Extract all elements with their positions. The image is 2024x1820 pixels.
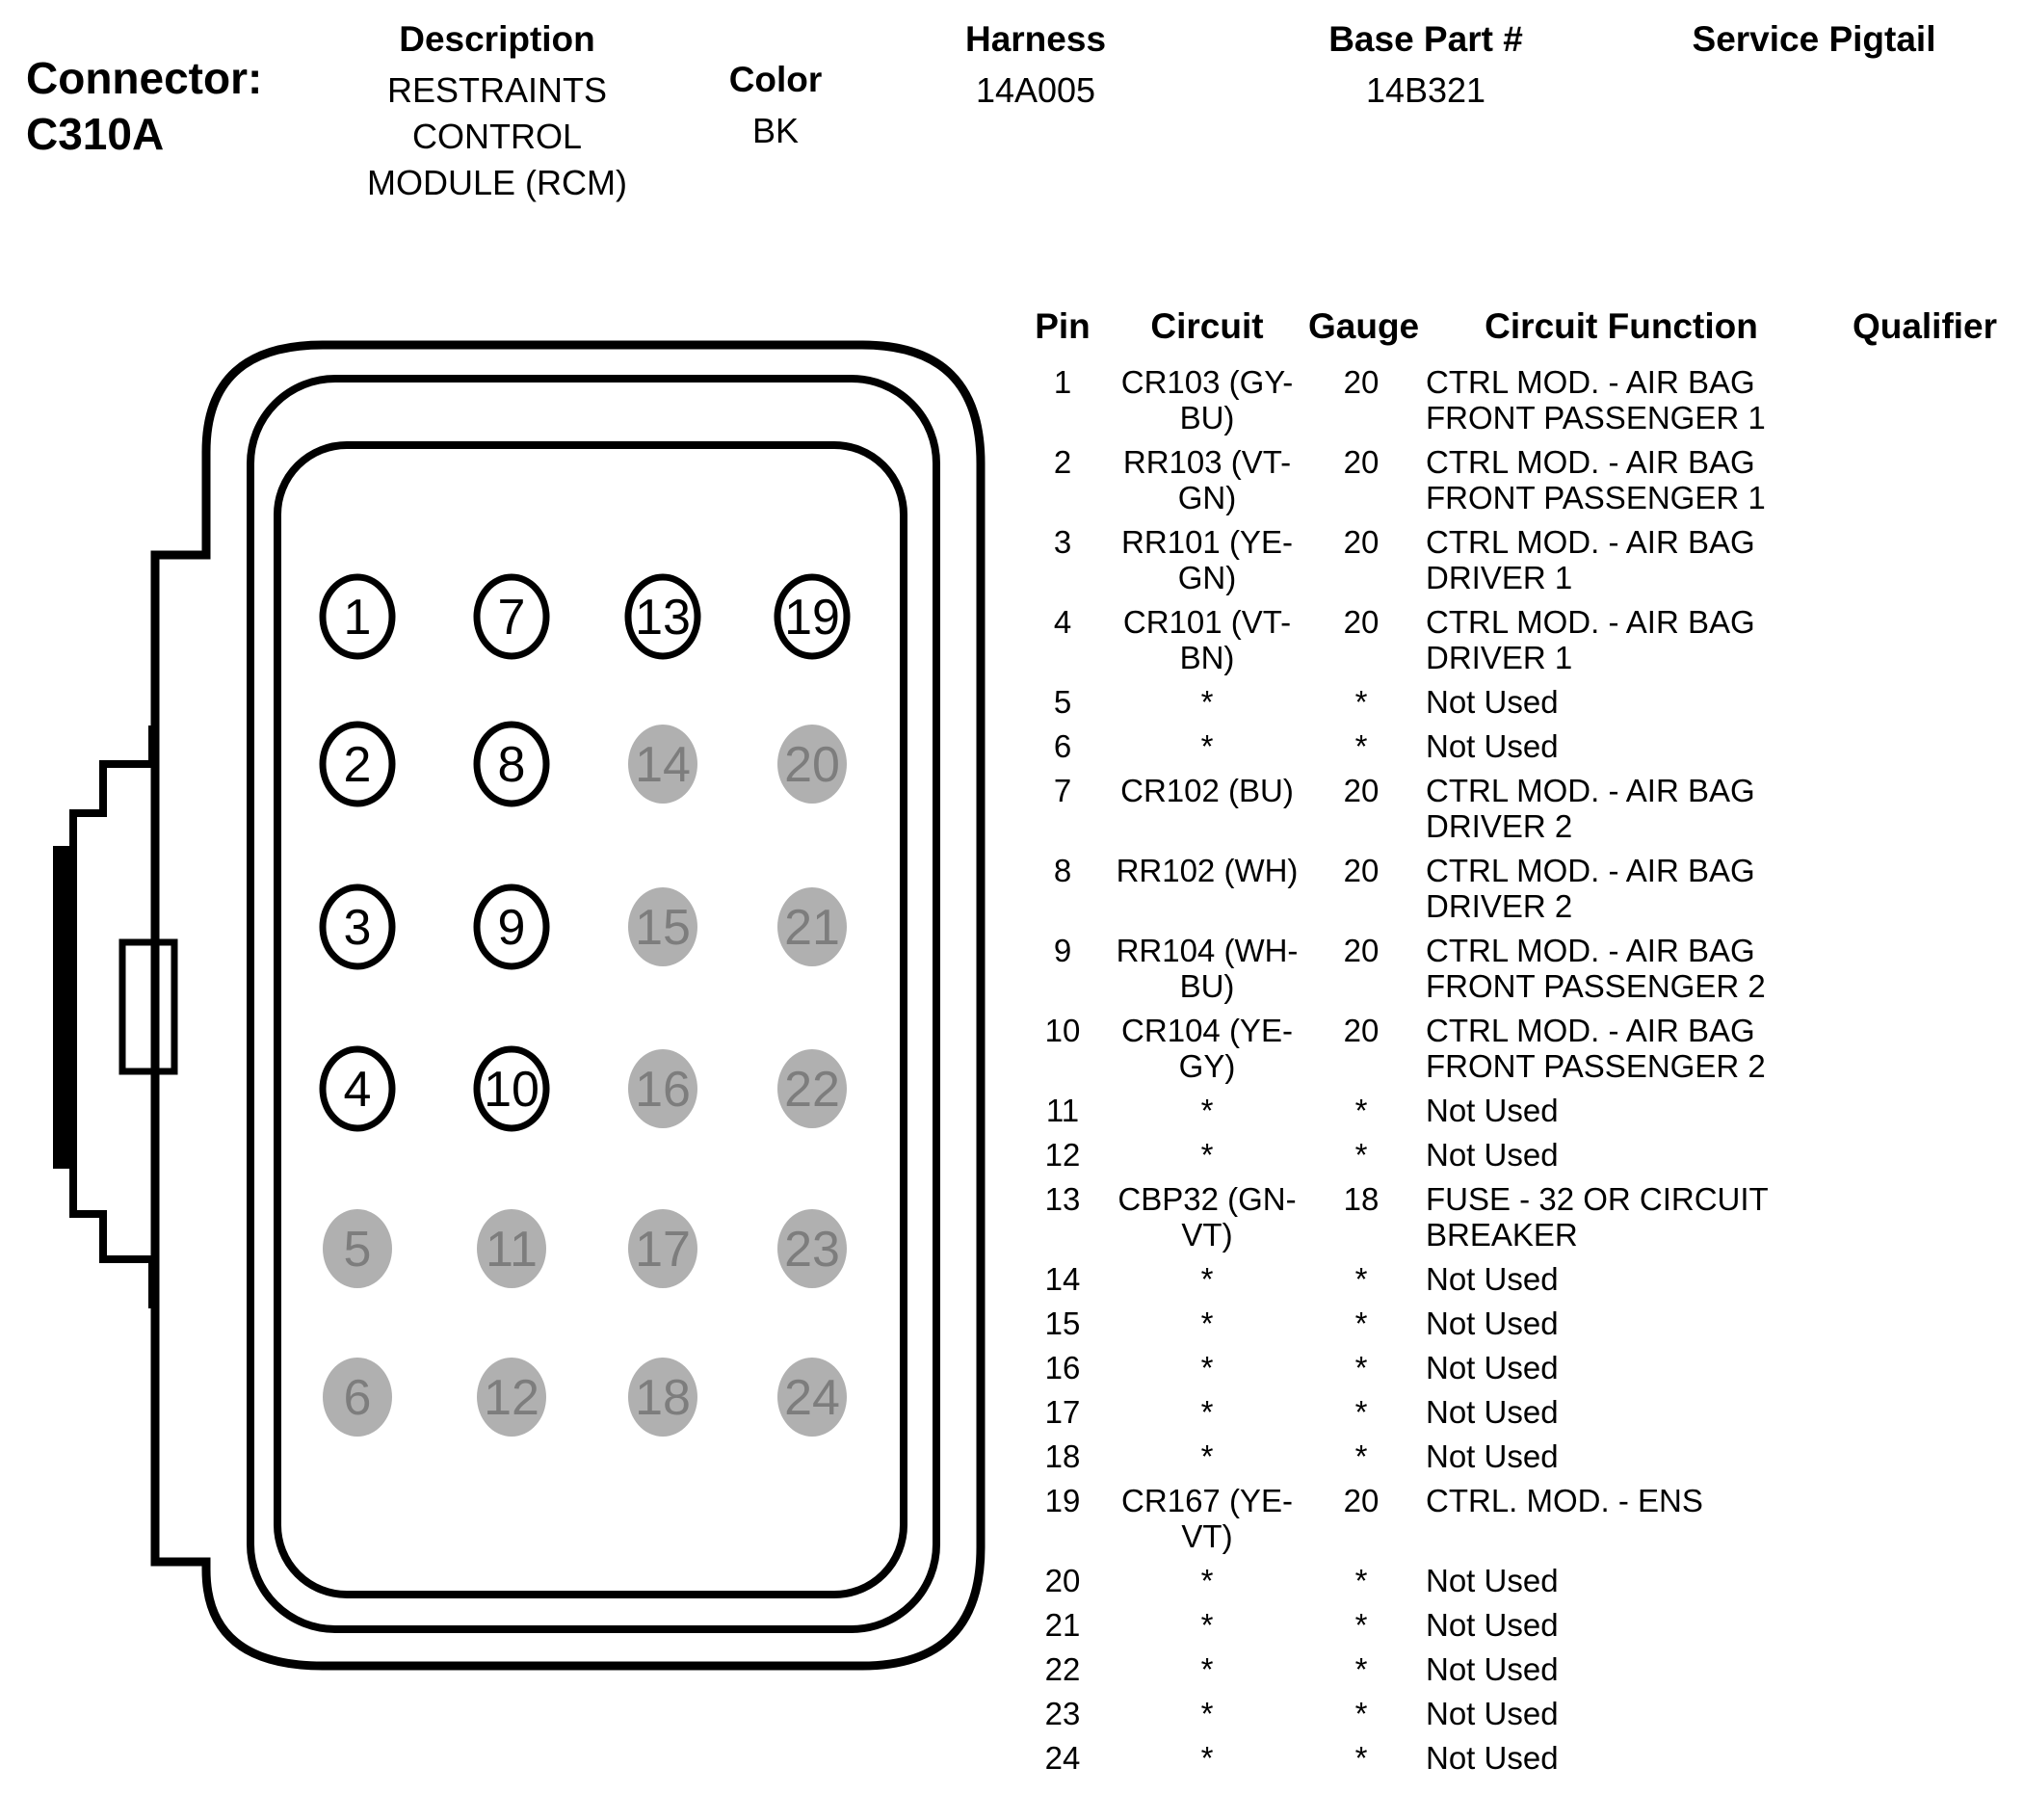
connector-pin-used: [477, 887, 546, 966]
pin-row-18-qualifier: [1828, 1436, 2021, 1444]
pin-row-3-pin: 3: [1053, 524, 1072, 560]
pin-row-9-gauge: 20: [1343, 933, 1380, 968]
pin-row-18-gauge: *: [1354, 1438, 1368, 1474]
pin-row-11-circuit: *: [1200, 1093, 1214, 1128]
pin-row-1-function: CTRL MOD. - AIR BAG FRONT PASSENGER 1: [1426, 364, 1766, 435]
pin-row-13-pin: 13: [1044, 1181, 1081, 1217]
pin-row-3-circuit: RR101 (YE-GN): [1121, 524, 1293, 595]
pin-row-6-circuit: *: [1200, 728, 1214, 764]
pin-row-23-pin: 23: [1044, 1696, 1081, 1731]
pin-row-2-gauge: 20: [1343, 444, 1380, 480]
pin-row-17-pin: 17: [1044, 1394, 1081, 1430]
pin-row-20-circuit: *: [1200, 1563, 1214, 1598]
connector-pin-unused: [777, 1358, 847, 1437]
pin-row-4-pin: 4: [1053, 604, 1072, 640]
pin-number: 16: [635, 1062, 691, 1118]
pin-row-21-qualifier: [1828, 1604, 2021, 1613]
description-label: Description: [399, 19, 595, 59]
pin-row-7-circuit: CR102 (BU): [1120, 773, 1294, 808]
pin-row-15-function: Not Used: [1426, 1306, 1559, 1341]
service-pigtail-label: Service Pigtail: [1692, 19, 1936, 59]
pin-row-10-pin: 10: [1044, 1013, 1081, 1048]
pin-row-20-qualifier: [1828, 1560, 2021, 1569]
pin-row-12-circuit: *: [1200, 1137, 1214, 1173]
pin-number: 24: [784, 1370, 840, 1426]
pin-row-20-pin: 20: [1044, 1563, 1081, 1598]
pin-row-19-circuit: CR167 (YE-VT): [1121, 1483, 1293, 1554]
table-header-circuit: Circuit: [1150, 306, 1264, 346]
pin-number: 18: [635, 1370, 691, 1426]
base-part-column: [1305, 19, 1546, 114]
base-part-label: Base Part #: [1328, 19, 1523, 59]
pin-row-10-qualifier: [1828, 1010, 2021, 1018]
pin-row-12-gauge: *: [1354, 1137, 1368, 1173]
pin-row-15-circuit: *: [1200, 1306, 1214, 1341]
pin-row-3-function: CTRL MOD. - AIR BAG DRIVER 1: [1426, 524, 1755, 595]
pin-row-19-qualifier: [1828, 1480, 2021, 1489]
pin-row-2-qualifier: [1828, 441, 2021, 450]
pin-row-18-function: Not Used: [1426, 1438, 1559, 1474]
connector-diagram: [53, 323, 1016, 1691]
pin-row-17-function: Not Used: [1426, 1394, 1559, 1430]
connector-pin-used: [477, 725, 546, 804]
pin-row-11-gauge: *: [1354, 1093, 1368, 1128]
pin-number: 3: [343, 900, 372, 956]
pin-row-13-gauge: 18: [1343, 1181, 1380, 1217]
pin-row-9-pin: 9: [1053, 933, 1072, 968]
pin-row-24-gauge: *: [1354, 1740, 1368, 1776]
pin-number: 17: [635, 1222, 691, 1278]
pin-row-10-circuit: CR104 (YE-GY): [1121, 1013, 1293, 1084]
pin-row-14-pin: 14: [1044, 1261, 1081, 1297]
harness-column: [944, 19, 1127, 114]
pin-row-9-qualifier: [1828, 930, 2021, 938]
connector-pin-used: [323, 887, 392, 966]
pin-row-5-circuit: *: [1200, 684, 1214, 720]
pin-row-14-circuit: *: [1200, 1261, 1214, 1297]
pin-row-21-pin: 21: [1044, 1607, 1081, 1643]
pin-row-21-circuit: *: [1200, 1607, 1214, 1643]
pin-row-7-gauge: 20: [1343, 773, 1380, 808]
pin-row-20-gauge: *: [1354, 1563, 1368, 1598]
connector-pin-unused: [628, 887, 697, 966]
pin-row-2-function: CTRL MOD. - AIR BAG FRONT PASSENGER 1: [1426, 444, 1766, 515]
pin-row-5-function: Not Used: [1426, 684, 1559, 720]
pin-row-16-pin: 16: [1044, 1350, 1081, 1385]
pin-row-1-pin: 1: [1053, 364, 1072, 400]
connector-label: Connector:: [26, 53, 263, 103]
pin-row-12-function: Not Used: [1426, 1137, 1559, 1173]
connector-id: C310A: [26, 109, 165, 159]
pin-row-23-gauge: *: [1354, 1696, 1368, 1731]
pin-row-19-function: CTRL. MOD. - ENS: [1426, 1483, 1703, 1518]
pin-row-16-circuit: *: [1200, 1350, 1214, 1385]
pin-row-12-pin: 12: [1044, 1137, 1081, 1173]
pin-row-15-pin: 15: [1044, 1306, 1081, 1341]
pin-row-23-function: Not Used: [1426, 1696, 1559, 1731]
table-header-qualifier: Qualifier: [1852, 306, 1998, 346]
pin-row-7-function: CTRL MOD. - AIR BAG DRIVER 2: [1426, 773, 1755, 844]
pin-number: 10: [484, 1062, 539, 1118]
pin-row-14-gauge: *: [1354, 1261, 1368, 1297]
pin-row-22-qualifier: [1828, 1649, 2021, 1657]
pin-row-24-qualifier: [1828, 1737, 2021, 1746]
table-header-pin: Pin: [1035, 306, 1091, 346]
pin-row-3-gauge: 20: [1343, 524, 1380, 560]
pin-row-5-qualifier: [1828, 681, 2021, 690]
pin-number: 9: [497, 900, 526, 956]
pin-row-21-gauge: *: [1354, 1607, 1368, 1643]
connector-pin-unused: [477, 1209, 546, 1288]
pin-number: 20: [784, 737, 840, 793]
pin-number: 11: [486, 1222, 538, 1278]
connector-pin-unused: [477, 1358, 546, 1437]
harness-label: Harness: [964, 19, 1107, 59]
pin-row-10-gauge: 20: [1343, 1013, 1380, 1048]
pin-row-13-circuit: CBP32 (GN-VT): [1117, 1181, 1297, 1253]
color-value: BK: [751, 111, 800, 150]
pin-row-20-function: Not Used: [1426, 1563, 1559, 1598]
pin-row-24-circuit: *: [1200, 1740, 1214, 1776]
connector-pin-used: [323, 725, 392, 804]
pin-row-17-circuit: *: [1200, 1394, 1214, 1430]
pin-row-22-pin: 22: [1044, 1651, 1081, 1687]
pin-row-13-function: FUSE - 32 OR CIRCUIT BREAKER: [1426, 1181, 1769, 1253]
pin-row-11-qualifier: [1828, 1090, 2021, 1098]
connector-pin-used: [477, 577, 546, 656]
connector-pin-unused: [777, 725, 847, 804]
pin-row-3-qualifier: [1828, 521, 2021, 530]
pin-row-21-function: Not Used: [1426, 1607, 1559, 1643]
pin-row-4-qualifier: [1828, 601, 2021, 610]
connector-title: [26, 50, 262, 162]
pin-row-4-gauge: 20: [1343, 604, 1380, 640]
pin-row-16-function: Not Used: [1426, 1350, 1559, 1385]
pin-row-22-gauge: *: [1354, 1651, 1368, 1687]
pin-number: 12: [484, 1370, 539, 1426]
pin-row-4-circuit: CR101 (VT-BN): [1122, 604, 1292, 675]
pin-row-17-qualifier: [1828, 1391, 2021, 1400]
pin-row-1-gauge: 20: [1343, 364, 1380, 400]
connector-pin-used: [628, 577, 697, 656]
pin-number: 2: [343, 737, 372, 793]
pin-row-8-function: CTRL MOD. - AIR BAG DRIVER 2: [1426, 853, 1755, 924]
pin-number: 14: [635, 737, 691, 793]
pin-row-11-function: Not Used: [1426, 1093, 1559, 1128]
description-value: RESTRAINTS CONTROL MODULE (RCM): [367, 70, 627, 202]
pin-row-18-circuit: *: [1200, 1438, 1214, 1474]
table-header-function: Circuit Function: [1485, 306, 1758, 346]
connector-key-bar: [53, 846, 72, 1169]
pin-row-1-qualifier: [1828, 361, 2021, 370]
connector-pin-used: [477, 1049, 546, 1128]
pin-row-14-qualifier: [1828, 1258, 2021, 1267]
pin-row-6-function: Not Used: [1426, 728, 1559, 764]
pin-number: 6: [343, 1370, 372, 1426]
pin-row-7-qualifier: [1828, 770, 2021, 778]
description-column: [343, 19, 651, 206]
pin-number: 4: [343, 1062, 372, 1118]
connector-pin-used: [323, 577, 392, 656]
pin-number: 15: [635, 900, 691, 956]
pin-number: 8: [497, 737, 526, 793]
pin-row-6-qualifier: [1828, 725, 2021, 734]
connector-pin-used: [323, 1049, 392, 1128]
pin-row-22-circuit: *: [1200, 1651, 1214, 1687]
pin-number: 21: [784, 900, 840, 956]
connector-pin-unused: [777, 1209, 847, 1288]
pin-number: 1: [343, 590, 372, 646]
pin-number: 13: [635, 590, 691, 646]
pin-row-19-pin: 19: [1044, 1483, 1081, 1518]
color-label: Color: [728, 60, 823, 99]
connector-pin-unused: [628, 1209, 697, 1288]
pin-row-14-function: Not Used: [1426, 1261, 1559, 1297]
connector-pin-used: [777, 577, 847, 656]
connector-pin-unused: [628, 1358, 697, 1437]
pin-row-6-gauge: *: [1354, 728, 1368, 764]
pin-row-8-pin: 8: [1053, 853, 1072, 888]
pin-row-13-qualifier: [1828, 1178, 2021, 1187]
pin-row-9-function: CTRL MOD. - AIR BAG FRONT PASSENGER 2: [1426, 933, 1766, 1004]
pin-row-15-qualifier: [1828, 1303, 2021, 1311]
pin-row-22-function: Not Used: [1426, 1651, 1559, 1687]
pin-row-23-circuit: *: [1200, 1696, 1214, 1731]
pin-row-7-pin: 7: [1053, 773, 1072, 808]
pin-row-1-circuit: CR103 (GY-BU): [1120, 364, 1294, 435]
pin-row-5-pin: 5: [1053, 684, 1072, 720]
connector-pin-unused: [628, 725, 697, 804]
connector-pin-unused: [323, 1358, 392, 1437]
connector-pin-unused: [628, 1049, 697, 1128]
pin-row-9-circuit: RR104 (WH-BU): [1116, 933, 1299, 1004]
pin-number: 23: [784, 1222, 840, 1278]
pin-row-6-pin: 6: [1053, 728, 1072, 764]
pin-row-16-gauge: *: [1354, 1350, 1368, 1385]
connector-pin-unused: [323, 1209, 392, 1288]
pin-table: [1019, 306, 2021, 1781]
pin-row-12-qualifier: [1828, 1134, 2021, 1143]
pin-row-23-qualifier: [1828, 1693, 2021, 1701]
pin-row-4-function: CTRL MOD. - AIR BAG DRIVER 1: [1426, 604, 1755, 675]
pin-row-5-gauge: *: [1354, 684, 1368, 720]
pin-row-24-function: Not Used: [1426, 1740, 1559, 1776]
pin-row-8-qualifier: [1828, 850, 2021, 858]
pin-number: 7: [497, 590, 526, 646]
pin-row-8-circuit: RR102 (WH): [1116, 853, 1299, 888]
service-pigtail-column: [1660, 19, 1968, 67]
table-header-gauge: Gauge: [1308, 306, 1420, 346]
pin-row-18-pin: 18: [1044, 1438, 1081, 1474]
pin-number: 5: [343, 1222, 372, 1278]
pin-row-2-circuit: RR103 (VT-GN): [1122, 444, 1292, 515]
pin-row-8-gauge: 20: [1343, 853, 1380, 888]
pin-row-10-function: CTRL MOD. - AIR BAG FRONT PASSENGER 2: [1426, 1013, 1766, 1084]
base-part-value: 14B321: [1365, 70, 1486, 110]
pin-row-24-pin: 24: [1044, 1740, 1081, 1776]
pin-row-11-pin: 11: [1045, 1093, 1080, 1128]
pin-number: 19: [784, 590, 840, 646]
connector-pin-unused: [777, 887, 847, 966]
pin-row-17-gauge: *: [1354, 1394, 1368, 1430]
pin-number: 22: [784, 1062, 840, 1118]
color-column: [703, 60, 848, 154]
harness-value: 14A005: [975, 70, 1096, 110]
pin-row-19-gauge: 20: [1343, 1483, 1380, 1518]
connector-pin-unused: [777, 1049, 847, 1128]
pin-row-16-qualifier: [1828, 1347, 2021, 1356]
pin-row-15-gauge: *: [1354, 1306, 1368, 1341]
pin-row-2-pin: 2: [1053, 444, 1072, 480]
